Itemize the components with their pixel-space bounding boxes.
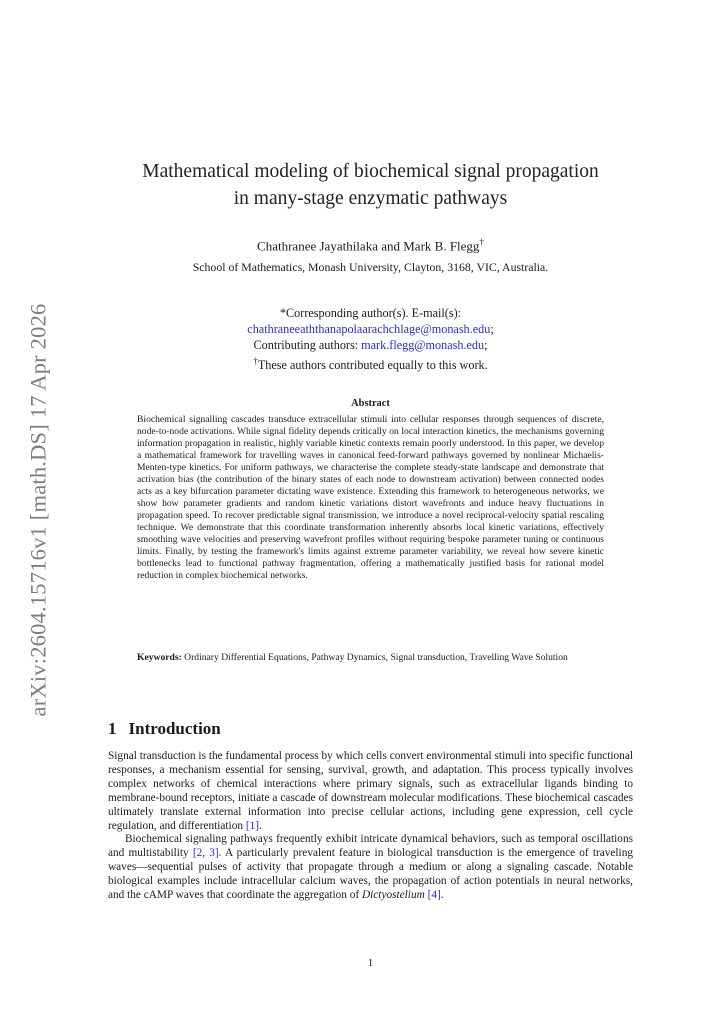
- keywords: [137, 652, 604, 664]
- affiliation: School of Mathematics, Monash University, Clayton, 3168, VIC, Australia.: [192, 260, 549, 274]
- author-list: [0, 234, 721, 254]
- paragraph-2-text-a: Biochemical signaling pathways frequently exhibit intricate dynamical behaviors, such as temporal oscillations and multistability: [108, 833, 633, 860]
- title-line-1: Mathematical modeling of biochemical signal propagation: [142, 161, 599, 182]
- section-number: 1: [108, 719, 117, 738]
- author-names: Chathranee Jayathilaka and Mark B. Flegg: [257, 238, 480, 254]
- email2-suffix: ;: [484, 338, 488, 352]
- email-link-jayathilaka[interactable]: chathraneeaththanapolaarachchlage@monash.edu: [247, 322, 491, 336]
- citation-link[interactable]: [4]: [427, 889, 441, 902]
- period: .: [440, 889, 444, 902]
- keywords-text: Ordinary Differential Equations, Pathway Dynamics, Signal transduction, Travelling Wave Solution: [181, 652, 568, 663]
- equal-contribution-note: [0, 353, 721, 373]
- arxiv-identifier: arXiv:2604.15716v1 [math.DS] 17 Apr 2026: [25, 303, 50, 717]
- equal-contribution-text: These authors contributed equally to this work.: [257, 358, 488, 373]
- paragraph-1: [108, 750, 633, 833]
- corresponding-info: [0, 305, 721, 373]
- corresponding-label: *Corresponding author(s). E-mail(s):: [279, 306, 462, 320]
- citation-link[interactable]: [1]: [245, 819, 260, 832]
- period: .: [259, 819, 262, 832]
- email-link-flegg[interactable]: mark.flegg@monash.edu: [361, 338, 485, 352]
- page-number: 1: [367, 957, 374, 969]
- section-heading: [108, 719, 221, 739]
- title-line-2: in many-stage enzymatic pathways: [233, 188, 508, 209]
- abstract-body: Biochemical signalling cascades transduce extracellular stimuli into cellular responses through sequences of discrete, node-to-node activations. While signal fidelity depends critically on local interaction kinetics, the mechanisms governing information propagation in realistic, highly variable kinetic contexts remain poorly understood. In this paper, we develop a mathematical framework for travelling waves in canonical feed-forward pathways governed by nonlinear Michaelis-Menten-type kinetics. For uniform pathways, we characterise the complete steady-state landscape and demonstrate that activation bias (the contribution of the binary states of each node to downstream activation) between connected nodes acts as a key bifurcation parameter dictating wave existence. Extending this framework to heterogeneous networks, we show how parameter gradients and random kinetic variations distort wavefronts and induce heavy fluctuations in propagation speed. To recover predictable signal transmission, we introduce a novel reciprocal-velocity spatial rescaling technique. We demonstrate that this coordinate transformation inherently absorbs local kinetic variations, effectively smoothing wave velocities and preserving wavefront profiles without requiring bespoke parameter tuning or continuous limits. Finally, by testing the framework's limits against extreme parameter variability, we reveal how severe kinetic bottlenecks lead to functional pathway fragmentation, offering a mathematically justified basis for rational model reduction in complex biochemical networks.: [137, 414, 604, 581]
- email1-suffix: ;: [490, 322, 494, 336]
- species-name: Dictyostelium: [362, 889, 425, 902]
- paragraph-2-text-b: . A particularly prevalent feature in biological transduction is the emergence of traveling waves—sequential pulses of activity that propagate through a medium or along a signaling cascade. Notable biological examples include intracellular calcium waves, the propagation of action potentials in neural networks, and the cAMP waves that coordinate the aggregation of: [108, 847, 633, 902]
- paper-title: [0, 158, 721, 212]
- contributing-label: Contributing authors:: [253, 338, 362, 352]
- dagger-mark: †: [479, 237, 484, 247]
- section-title: Introduction: [128, 719, 221, 738]
- paragraph-2: [108, 833, 633, 903]
- corresponding-email-line: [0, 321, 721, 337]
- keywords-label: Keywords:: [137, 652, 182, 663]
- paragraph-1-text: Signal transduction is the fundamental process by which cells convert environmental stimuli into specific functional responses, a mechanism essential for sensing, survival, growth, and adaptation. This process typically involves complex networks of chemical interactions where primary signals, such as extracellular ligands binding to membrane-bound receptors, initiate a cascade of downstream molecular modifications. These biochemical cascades ultimately translate external information into precise cellular actions, including gene expression, cell cycle regulation, and differentiation: [108, 750, 633, 832]
- abstract-heading: Abstract: [351, 398, 390, 409]
- contributing-line: [0, 337, 721, 353]
- dagger-mark: †: [253, 356, 258, 366]
- citation-link[interactable]: [2, 3]: [192, 847, 219, 860]
- section-body: [108, 750, 633, 903]
